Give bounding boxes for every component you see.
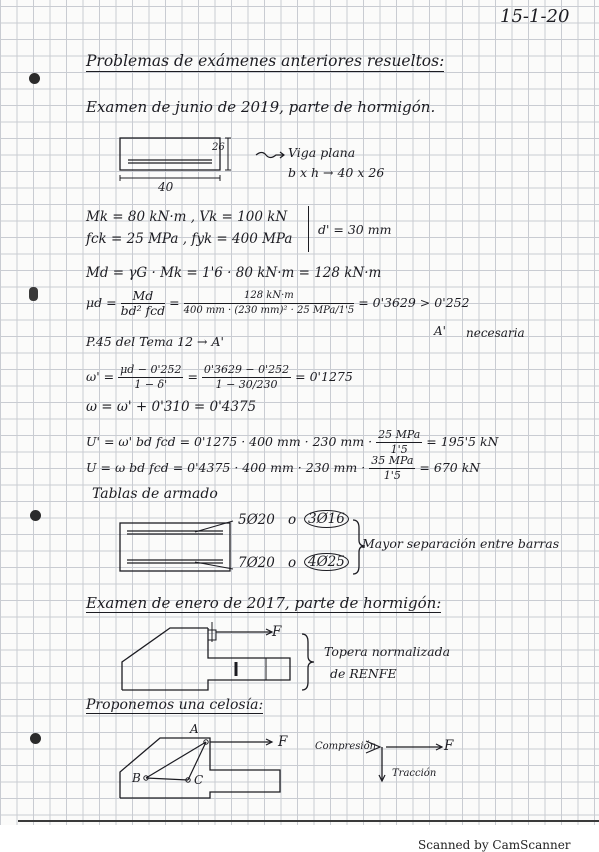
- bars-bottom-option-a: 7Ø20: [238, 555, 275, 571]
- beam-height-label: 26: [212, 142, 225, 153]
- beam-type-note: Viga plana: [288, 145, 356, 160]
- omega-prime-equation: ω' = $\frac{\mu d - 0'252}{1 - \delta'}$ = $\frac{0'3629 - 0'252}{1 - 30/230}$ = 0'1275: [86, 363, 353, 391]
- proposal-heading: Proponemos una celosía:: [86, 697, 264, 713]
- beam-width-label: 40: [158, 180, 174, 194]
- mu-result: = 0'3629 > 0'252: [358, 295, 470, 310]
- bars-bottom-or: o: [288, 555, 297, 571]
- u2-frac-den: 1'5: [383, 469, 401, 482]
- loads-line: Mk = 80 kN·m , Vk = 100 kN: [86, 209, 288, 225]
- data-divider: [308, 206, 309, 252]
- binder-hole: [29, 287, 38, 301]
- design-moment-line: Md = γG · Mk = 1'6 · 80 kN·m = 128 kN·m: [86, 265, 382, 281]
- bars-top-option-b: 3Ø16: [304, 511, 349, 527]
- sign-force-label: F: [444, 738, 454, 754]
- mu-f2-num: 128 kN·m: [184, 289, 355, 304]
- u-prime-equation: [86, 428, 498, 457]
- u1-lhs: U' = ω' bd fcd = 0'1275 · 400 mm · 230 mm ·: [86, 434, 373, 449]
- a-prime-note: necesaria: [466, 326, 525, 340]
- page-date: 15-1-20: [500, 6, 570, 27]
- bars-bottom-option-b: 4Ø25: [304, 554, 349, 570]
- mu-f1-num: Md: [121, 289, 166, 304]
- om-f2-den: 1 − 30/230: [215, 378, 278, 391]
- separation-note: Mayor separación entre barras: [362, 536, 560, 551]
- beam-dims-note: b x h → 40 x 26: [288, 165, 385, 180]
- exam1-title: Examen de junio de 2019, parte de hormigón.: [86, 98, 436, 116]
- mu-f1-den: bd² fcd: [120, 303, 166, 318]
- materials-line: fck = 25 MPa , fyk = 400 MPa: [86, 231, 293, 247]
- scanner-watermark: Scanned by CamScanner: [418, 838, 571, 852]
- buffer-brace: [300, 632, 316, 692]
- node-a-label: A: [190, 722, 199, 736]
- page-bottom-edge: [18, 820, 599, 822]
- force-label: F: [272, 624, 282, 640]
- bars-top-option-a: 5Ø20: [238, 512, 275, 528]
- u-equation: [86, 454, 480, 483]
- tables-heading: Tablas de armado: [92, 486, 218, 502]
- truss-force-label: F: [278, 734, 288, 750]
- mu-lhs: μd =: [86, 295, 117, 310]
- a-prime-label: A': [434, 324, 446, 338]
- exam2-title: Examen de enero de 2017, parte de hormigón:: [86, 594, 442, 612]
- reference-line: P.45 del Tema 12 → A': [86, 334, 224, 349]
- om-f2-num: 0'3629 − 0'252: [203, 363, 290, 376]
- tension-label: Tracción: [392, 768, 437, 779]
- u2-result: = 670 kN: [419, 460, 481, 475]
- omega-lhs: ω' =: [86, 369, 115, 384]
- node-c-label: C: [194, 773, 204, 787]
- om-f1-num: μd − 0'252: [120, 363, 182, 376]
- binder-hole: [30, 510, 41, 521]
- truss-sketch: [110, 722, 300, 802]
- u1-frac-num: 25 MPa: [378, 428, 421, 441]
- beam-note-arrow: [256, 150, 286, 160]
- cover-line: d' = 30 mm: [318, 222, 392, 237]
- u2-lhs: U = ω bd fcd = 0'4375 · 400 mm · 230 mm ·: [86, 460, 366, 475]
- node-b-label: B: [132, 771, 141, 785]
- page-heading: Problemas de exámenes anteriores resueltos:: [86, 52, 445, 70]
- omega-result: = 0'1275: [295, 369, 353, 384]
- u1-frac-den: 1'5: [390, 443, 408, 456]
- bars-top-or: o: [288, 512, 297, 528]
- binder-hole: [29, 73, 40, 84]
- mu-equation: μd = Md bd² fcd = 128 kN·m 400 mm · (230 mm)² · 25 MPa/1'5 = 0'3629 > 0'252: [86, 288, 470, 318]
- mu-f2-den: 400 mm · (230 mm)² · 25 MPa/1'5: [183, 305, 355, 316]
- om-f1-den: 1 − δ': [134, 378, 168, 391]
- binder-hole: [30, 733, 41, 744]
- omega-sum-line: ω = ω' + 0'310 = 0'4375: [86, 399, 257, 415]
- buffer-note-2: de RENFE: [330, 666, 397, 681]
- u1-result: = 195'5 kN: [426, 434, 499, 449]
- buffer-note-1: Topera normalizada: [324, 644, 451, 659]
- compression-label: Compresión: [315, 741, 377, 752]
- u2-frac-num: 35 MPa: [371, 454, 414, 467]
